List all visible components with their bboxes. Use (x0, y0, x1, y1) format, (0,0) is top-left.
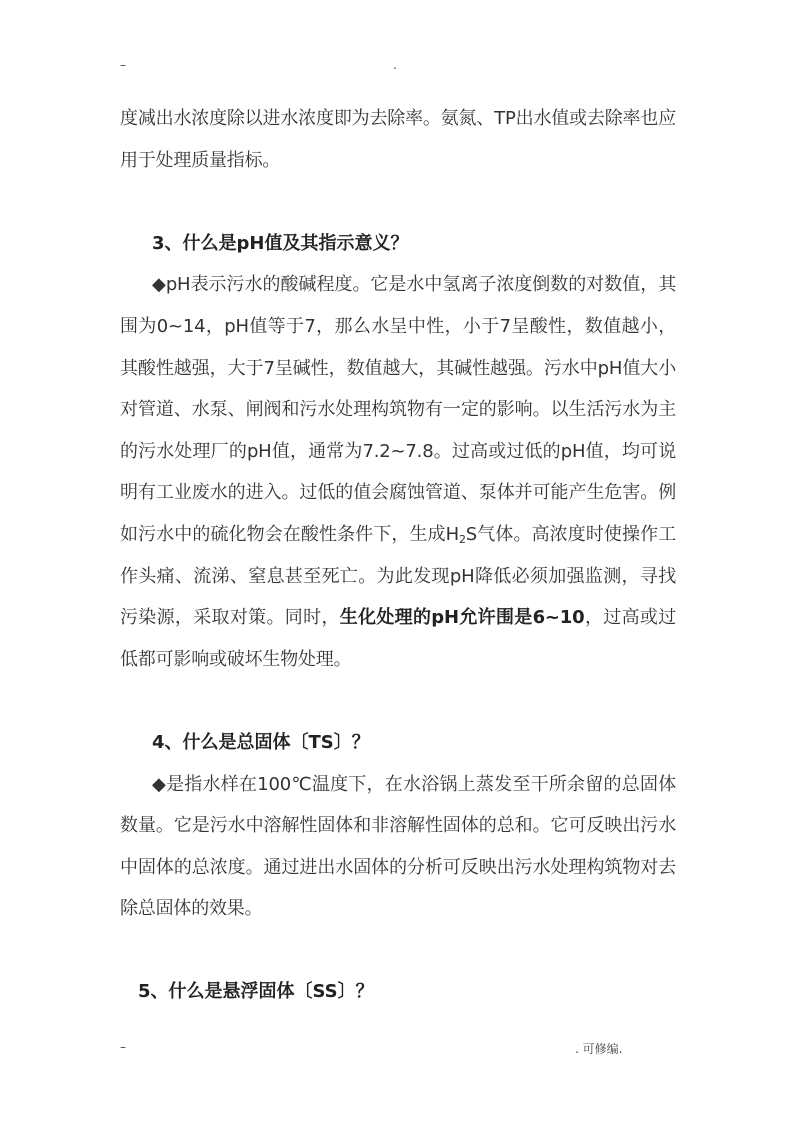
header-left-mark: – (120, 58, 126, 72)
header-center-mark: . (393, 58, 397, 72)
section-4-heading: 4、什么是总固体〔TS〕？ (152, 731, 370, 753)
spacer (120, 181, 676, 223)
section-3-paragraph (120, 264, 676, 680)
spacer (120, 680, 676, 722)
section-3-text-part2: S气体。高浓度时使操作工作头痛、流涕、窒息甚至死亡。为此发现pH降低必须加强监测，寻找污染源，采取对策。同时， (120, 523, 677, 629)
section-4-paragraph: ◆是指水样在100℃温度下，在水浴锅上蒸发至干所余留的总固体数量。它是污水中溶解性固体和非溶解性固体的总和。它可反映出污水中固体的总浓度。通过进出水固体的分析可反映出污水处理构筑物对去除总固体的效果。 (120, 773, 676, 920)
section-3-text-part1: ◆pH表示污水的酸碱程度。它是水中氢离子浓度倒数的对数值，其围为0~14，pH值等于7，那么水呈中性，小于7呈酸性，数值越小，其酸性越强，大于7呈碱性，数值越大，其碱性越强。污水中pH值大小对管道、水泵、闸阀和污水处理构筑物有一定的影响。以生活污水为主的污水处理厂的pH值，通常为7.2~7.8。过高或过低的pH值，均可说明有工业废水的进入。过低的值会腐蚀管道、泵体并可能产生危害。例如污水中的硫化物会在酸性条件下，生成H (120, 274, 676, 545)
footer-right-text: . 可修编. (575, 1042, 623, 1056)
section-3-bold-text: 生化处理的pH允许围是6~10 (339, 607, 585, 629)
section-5-heading: 5、什么是悬浮固体〔SS〕？ (138, 981, 374, 1003)
spacer (120, 930, 676, 972)
h2s-subscript: 2 (458, 532, 466, 546)
intro-paragraph: 度减出水浓度除以进水浓度即为去除率。氨氮、TP出水值或去除率也应用于处理质量指标。 (120, 108, 676, 171)
section-3-heading: 3、什么是pH值及其指示意义？ (152, 232, 409, 254)
document-body (120, 98, 676, 1013)
footer-left-mark: – (120, 1040, 126, 1054)
section-3-text-part3: ，过高或过低都可影响或破坏生物处理。 (120, 607, 677, 670)
